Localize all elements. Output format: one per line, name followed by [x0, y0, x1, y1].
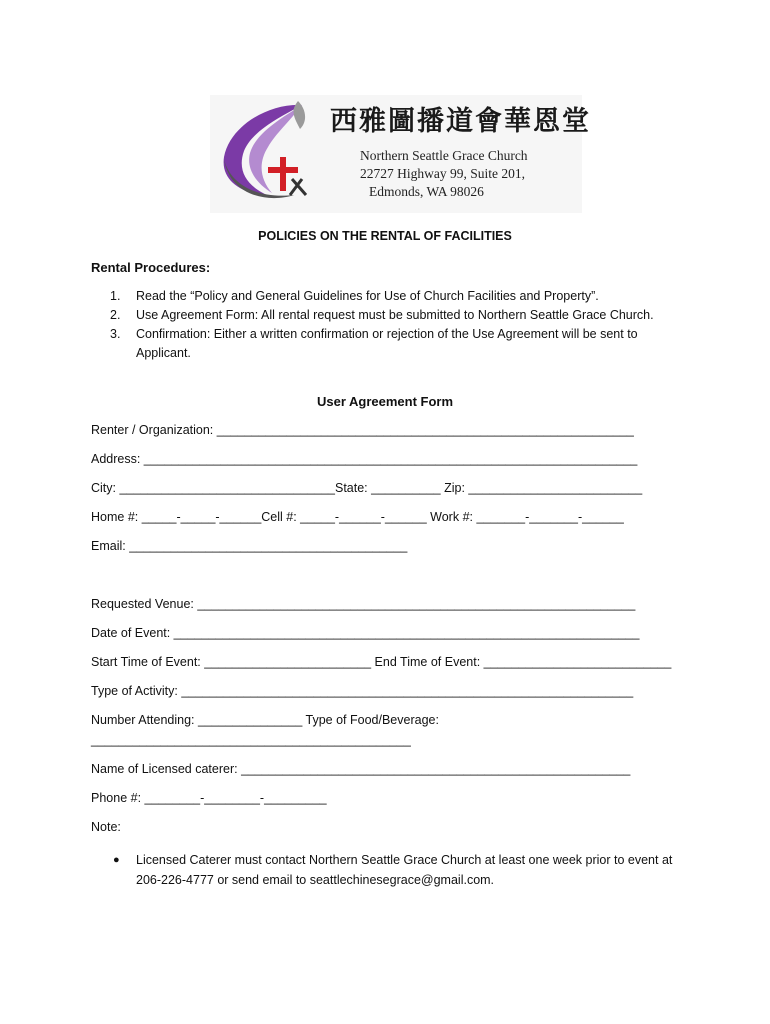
- list-item-text: Read the “Policy and General Guidelines for Use of Church Facilities and Property”.: [136, 289, 599, 303]
- rental-procedures-heading: Rental Procedures:: [91, 260, 211, 275]
- type-of-activity-field[interactable]: Type of Activity: _________________________________________________________________: [91, 684, 634, 698]
- church-chinese-name: 西雅圖播道會華恩堂: [330, 106, 591, 137]
- list-item-text: Confirmation: Either a written confirmation or rejection of the Use Agreement will be sent to Applicant.: [136, 327, 638, 360]
- phone-numbers-field[interactable]: Home #: _____-_____-______Cell #: _____-______-______ Work #: _______-_______-______: [91, 510, 624, 524]
- list-item: [110, 287, 680, 306]
- list-item-number: 1.: [110, 289, 121, 303]
- number-attending-field[interactable]: Number Attending: _______________ Type of Food/Beverage:: [91, 713, 439, 727]
- food-beverage-field[interactable]: ______________________________________________: [91, 733, 411, 747]
- church-address-line2: Edmonds, WA 98026: [369, 184, 484, 199]
- list-item-text: Use Agreement Form: All rental request must be submitted to Northern Seattle Grace Church.: [136, 308, 654, 322]
- phone-field[interactable]: Phone #: ________-________-_________: [91, 791, 327, 805]
- list-item: [110, 306, 680, 325]
- church-logo: [210, 95, 591, 213]
- note-label: Note:: [91, 820, 121, 834]
- list-item: [110, 325, 680, 363]
- email-field[interactable]: Email: ________________________________________: [91, 539, 408, 553]
- event-times-field[interactable]: Start Time of Event: ________________________ End Time of Event: ___________________________: [91, 655, 672, 669]
- date-of-event-field[interactable]: Date of Event: ___________________________________________________________________: [91, 626, 640, 640]
- page-title: POLICIES ON THE RENTAL OF FACILITIES: [258, 229, 512, 243]
- renter-organization-field[interactable]: Renter / Organization: ____________________________________________________________: [91, 423, 634, 437]
- bullet-icon: ●: [113, 854, 120, 866]
- church-address-block: [360, 147, 528, 201]
- church-emblem-icon: [210, 95, 330, 213]
- address-field[interactable]: Address: _______________________________________________________________________: [91, 452, 638, 466]
- rental-procedures-list: [110, 287, 680, 363]
- church-address-line1: 22727 Highway 99, Suite 201,: [360, 166, 525, 181]
- list-item-number: 3.: [110, 327, 121, 341]
- church-name: Northern Seattle Grace Church: [360, 148, 528, 163]
- city-state-zip-field[interactable]: City: _______________________________State: __________ Zip: _________________________: [91, 481, 643, 495]
- requested-venue-field[interactable]: Requested Venue: _______________________________________________________________: [91, 597, 636, 611]
- form-title: User Agreement Form: [316, 394, 454, 409]
- list-item-number: 2.: [110, 308, 121, 322]
- licensed-caterer-field[interactable]: Name of Licensed caterer: ________________________________________________________: [91, 762, 631, 776]
- note-list-item: [113, 850, 673, 890]
- note-text: Licensed Caterer must contact Northern Seattle Grace Church at least one week prior to event at 206-226-4777 or send email to seattlechinesegrace@gmail.com.: [136, 853, 673, 887]
